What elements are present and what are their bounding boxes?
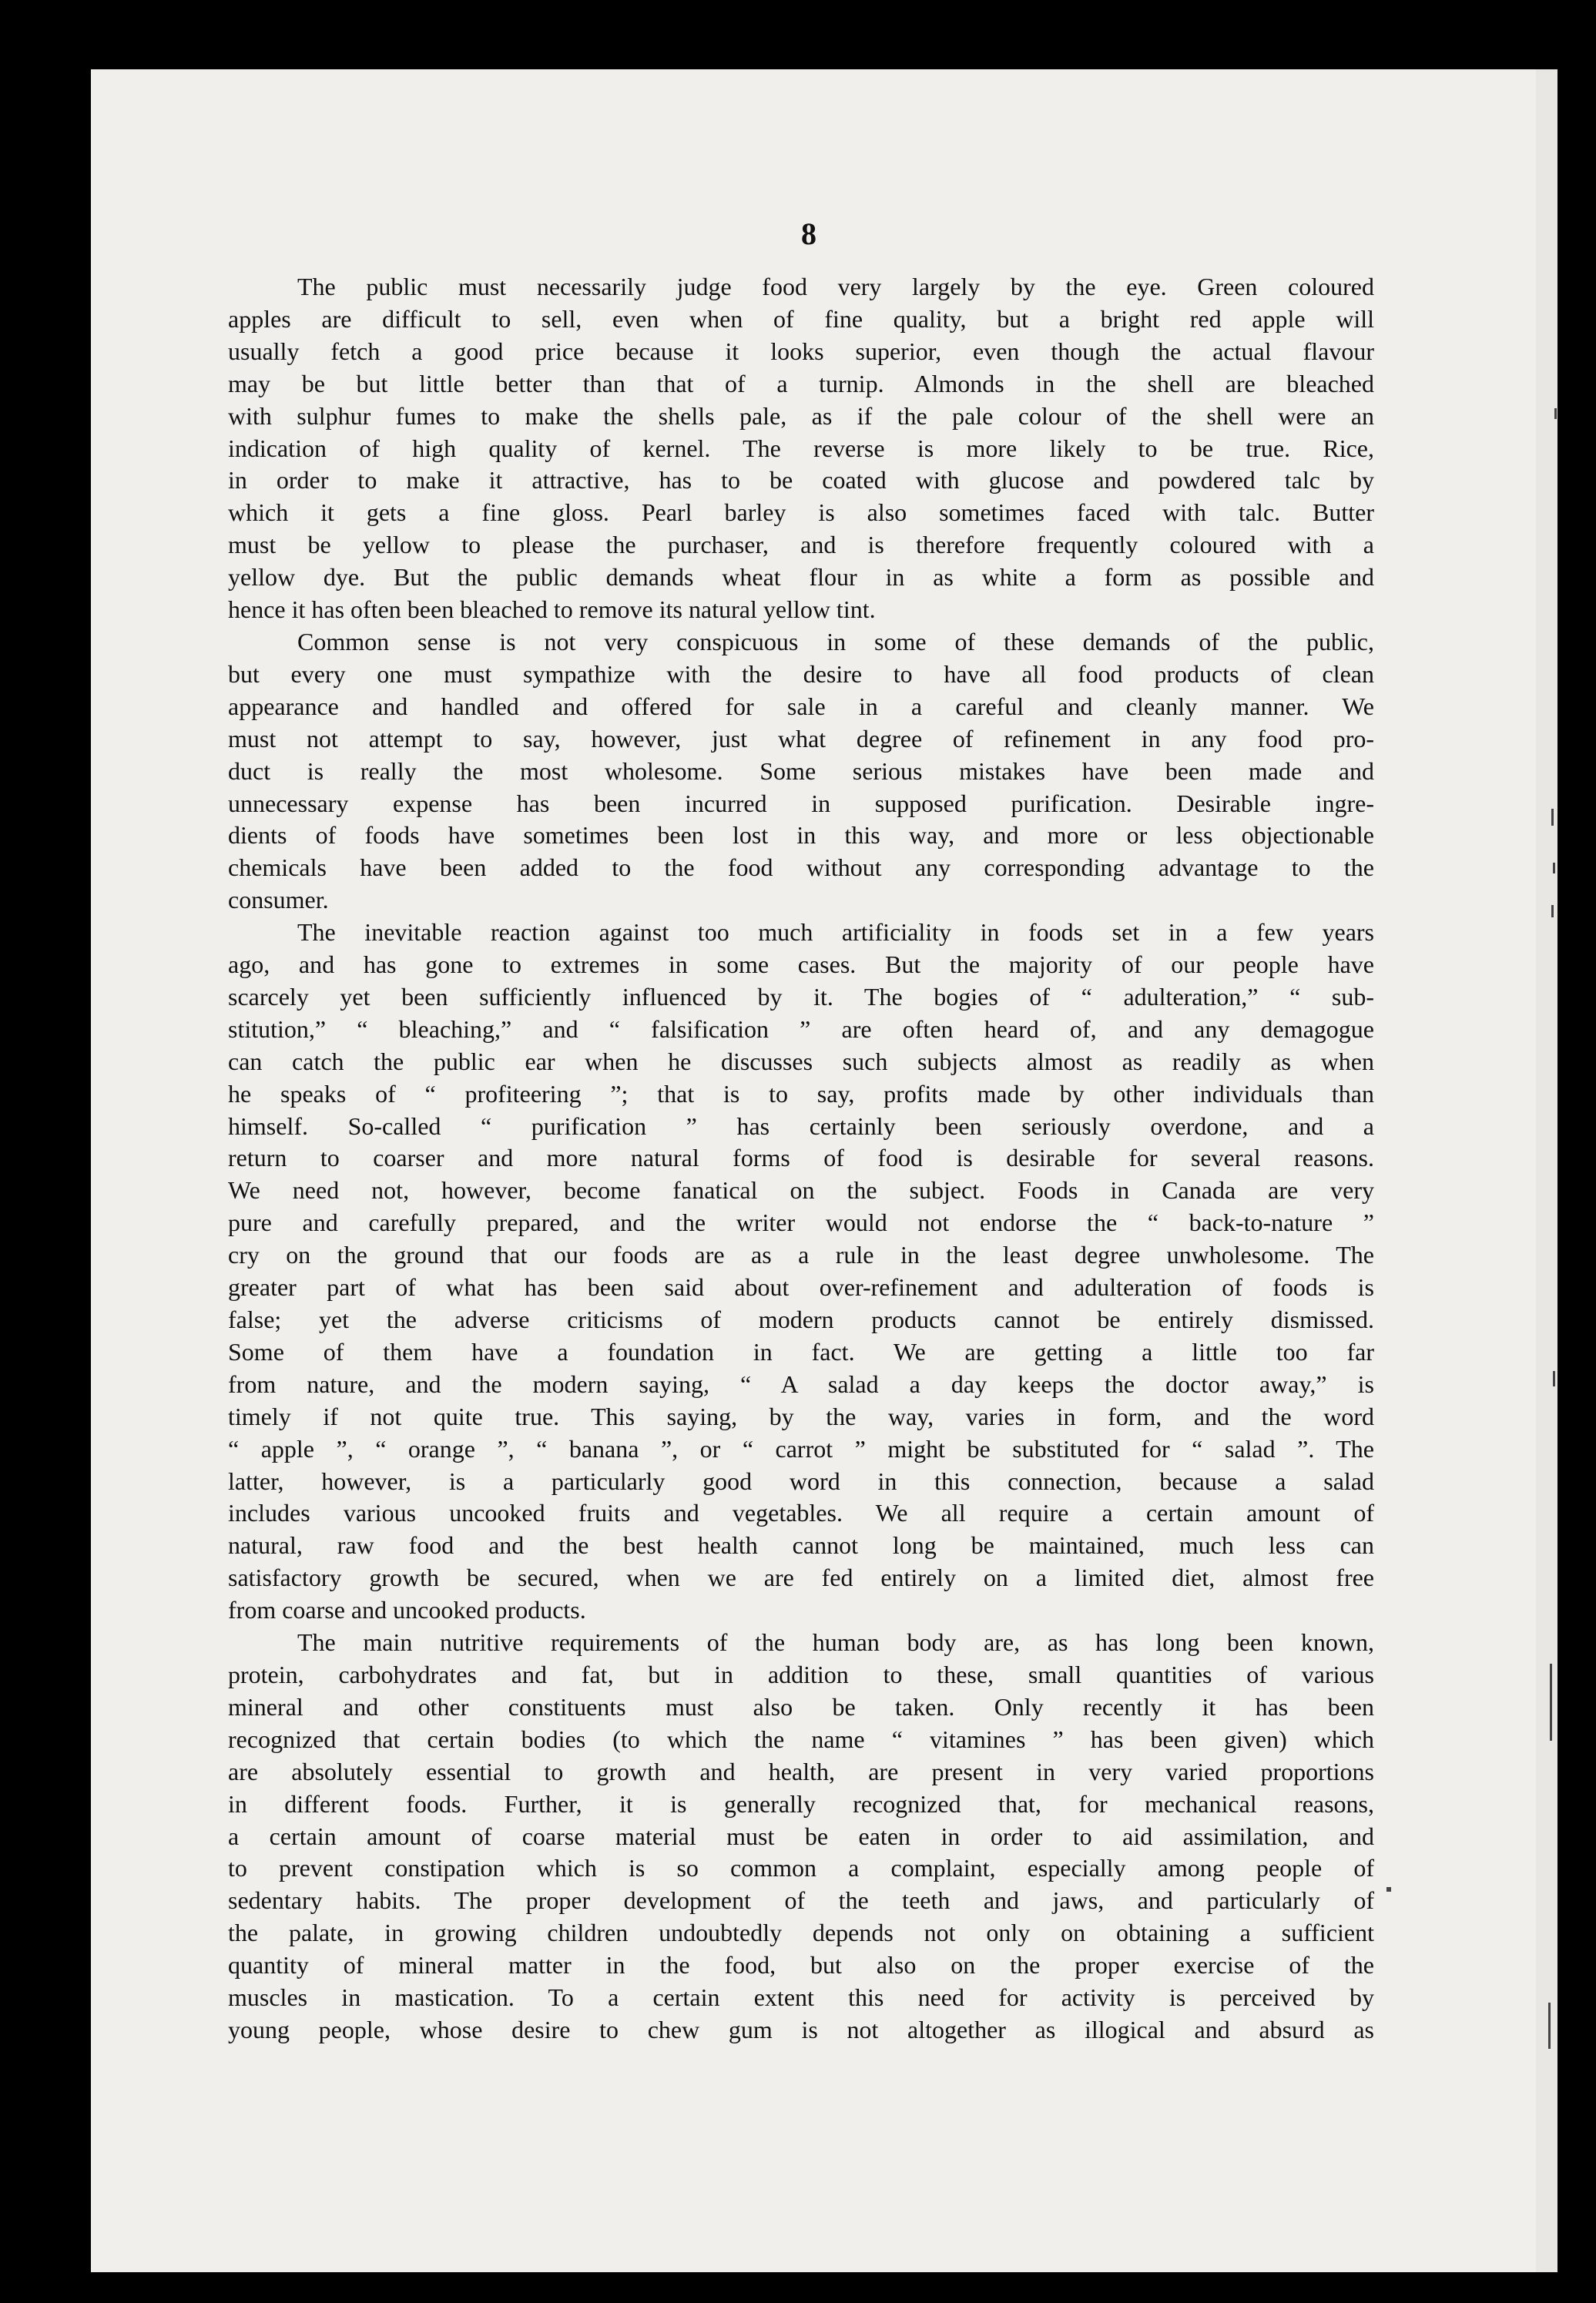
- page-number: 8: [801, 216, 816, 251]
- text-line: stitution,” “ bleaching,” and “ falsification ” are often heard of, and any demagogue: [228, 1014, 1374, 1043]
- text-line: young people, whose desire to chew gum is not altogether as illogical and absurd as: [228, 2015, 1374, 2043]
- text-line: protein, carbohydrates and fat, but in addition to these, small quantities of various: [228, 1660, 1374, 1688]
- text-line: natural, raw food and the best health cannot long be maintained, much less can: [228, 1531, 1374, 1560]
- text-line: false; yet the adverse criticisms of modern products cannot be entirely dismissed.: [228, 1306, 1374, 1333]
- text-line: “ apple ”, “ orange ”, “ banana ”, or “ carrot ” might be substituted for “ salad ”. The: [228, 1434, 1374, 1463]
- text-line: We need not, however, become fanatical on the subject. Foods in Canada are very: [228, 1176, 1374, 1205]
- text-line: sedentary habits. The proper development of the teeth and jaws, and particularly of: [228, 1886, 1374, 1915]
- text-line: consumer.: [228, 886, 329, 914]
- text-line: greater part of what has been said about over-refinement and adulteration of foods is: [228, 1273, 1374, 1302]
- text-line: The main nutritive requirements of the human body are, as has long been known,: [297, 1628, 1374, 1657]
- text-line: must not attempt to say, however, just what degree of refinement in any food pro-: [228, 724, 1374, 753]
- text-line: Common sense is not very conspicuous in some of these demands of the public,: [297, 627, 1374, 655]
- page-right-margin: [1536, 69, 1557, 2272]
- text-line: in different foods. Further, it is generally recognized that, for mechanical reasons,: [228, 1789, 1374, 1818]
- text-line: indication of high quality of kernel. The reverse is more likely to be true. Rice,: [228, 434, 1374, 462]
- text-line: The public must necessarily judge food very largely by the eye. Green coloured: [297, 273, 1374, 300]
- scan-mark: [1551, 809, 1554, 826]
- scan-mark: [1548, 2003, 1551, 2049]
- text-line: which it gets a fine gloss. Pearl barley is also sometimes faced with talc. Butter: [228, 498, 1374, 527]
- text-line: may be but little better than that of a turnip. Almonds in the shell are bleached: [228, 369, 1374, 397]
- text-line: quantity of mineral matter in the food, but also on the proper exercise of the: [228, 1951, 1374, 1980]
- text-line: he speaks of “ profiteering ”; that is to say, profits made by other individuals than: [228, 1079, 1374, 1108]
- text-line: hence it has often been bleached to remove its natural yellow tint.: [228, 595, 876, 624]
- text-line: duct is really the most wholesome. Some serious mistakes have been made and: [228, 756, 1374, 785]
- text-line: Some of them have a foundation in fact. We are getting a little too far: [228, 1337, 1374, 1366]
- text-line: usually fetch a good price because it looks superior, even though the actual flavour: [228, 337, 1374, 365]
- text-line: must be yellow to please the purchaser, and is therefore frequently coloured with a: [228, 531, 1374, 559]
- text-line: scarcely yet been sufficiently influenced by it. The bogies of “ adulteration,” “ sub-: [228, 982, 1374, 1011]
- text-line: from nature, and the modern saying, “ A salad a day keeps the doctor away,” is: [228, 1369, 1374, 1398]
- text-line: cry on the ground that our foods are as a rule in the least degree unwholesome. The: [228, 1241, 1374, 1269]
- scan-mark: [1386, 1887, 1391, 1892]
- text-line: from coarse and uncooked products.: [228, 1596, 586, 1624]
- text-line: apples are difficult to sell, even when of fine quality, but a bright red apple will: [228, 304, 1374, 333]
- text-line: with sulphur fumes to make the shells pale, as if the pale colour of the shell were an: [228, 401, 1374, 430]
- text-line: latter, however, is a particularly good word in this connection, because a salad: [228, 1467, 1374, 1495]
- text-line: can catch the public ear when he discusses such subjects almost as readily as when: [228, 1047, 1374, 1075]
- text-line: recognized that certain bodies (to which the name “ vitamines ” has been given) which: [228, 1725, 1374, 1753]
- text-line: chemicals have been added to the food without any corresponding advantage to the: [228, 853, 1374, 882]
- text-line: appearance and handled and offered for sale in a careful and cleanly manner. We: [228, 692, 1374, 720]
- text-line: The inevitable reaction against too much artificiality in foods set in a few years: [297, 918, 1374, 947]
- text-line: the palate, in growing children undoubtedly depends not only on obtaining a sufficient: [228, 1919, 1374, 1947]
- scan-mark: [1550, 1664, 1552, 1741]
- text-line: unnecessary expense has been incurred in supposed purification. Desirable ingre-: [228, 789, 1374, 817]
- scan-mark: [1551, 905, 1554, 917]
- text-line: yellow dye. But the public demands wheat flour in as white a form as possible and: [228, 563, 1374, 592]
- text-line: ago, and has gone to extremes in some cases. But the majority of our people have: [228, 950, 1374, 979]
- text-line: includes various uncooked fruits and vegetables. We all require a certain amount of: [228, 1499, 1374, 1527]
- text-line: mineral and other constituents must also be taken. Only recently it has been: [228, 1692, 1374, 1721]
- text-line: dients of foods have sometimes been lost in this way, and more or less objectionable: [228, 821, 1374, 850]
- scan-mark: [1554, 408, 1557, 419]
- text-line: to prevent constipation which is so common a complaint, especially among people of: [228, 1854, 1374, 1882]
- text-line: return to coarser and more natural forms of food is desirable for several reasons.: [228, 1144, 1374, 1172]
- text-line: in order to make it attractive, has to be coated with glucose and powdered talc by: [228, 466, 1374, 494]
- scan-mark: [1553, 1371, 1555, 1386]
- text-line: but every one must sympathize with the desire to have all food products of clean: [228, 659, 1374, 688]
- body-text: [228, 271, 1374, 2047]
- text-line: satisfactory growth be secured, when we are fed entirely on a limited diet, almost free: [228, 1564, 1374, 1592]
- text-line: timely if not quite true. This saying, by the way, varies in form, and the word: [228, 1402, 1374, 1430]
- text-line: a certain amount of coarse material must be eaten in order to aid assimilation, and: [228, 1822, 1374, 1850]
- text-line: are absolutely essential to growth and health, are present in very varied proportions: [228, 1757, 1374, 1785]
- scan-mark: [1553, 863, 1555, 873]
- text-line: pure and carefully prepared, and the writer would not endorse the “ back-to-nature ”: [228, 1208, 1374, 1237]
- text-line: muscles in mastication. To a certain extent this need for activity is perceived by: [228, 1983, 1374, 2012]
- text-line: himself. So-called “ purification ” has certainly been seriously overdone, and a: [228, 1111, 1374, 1140]
